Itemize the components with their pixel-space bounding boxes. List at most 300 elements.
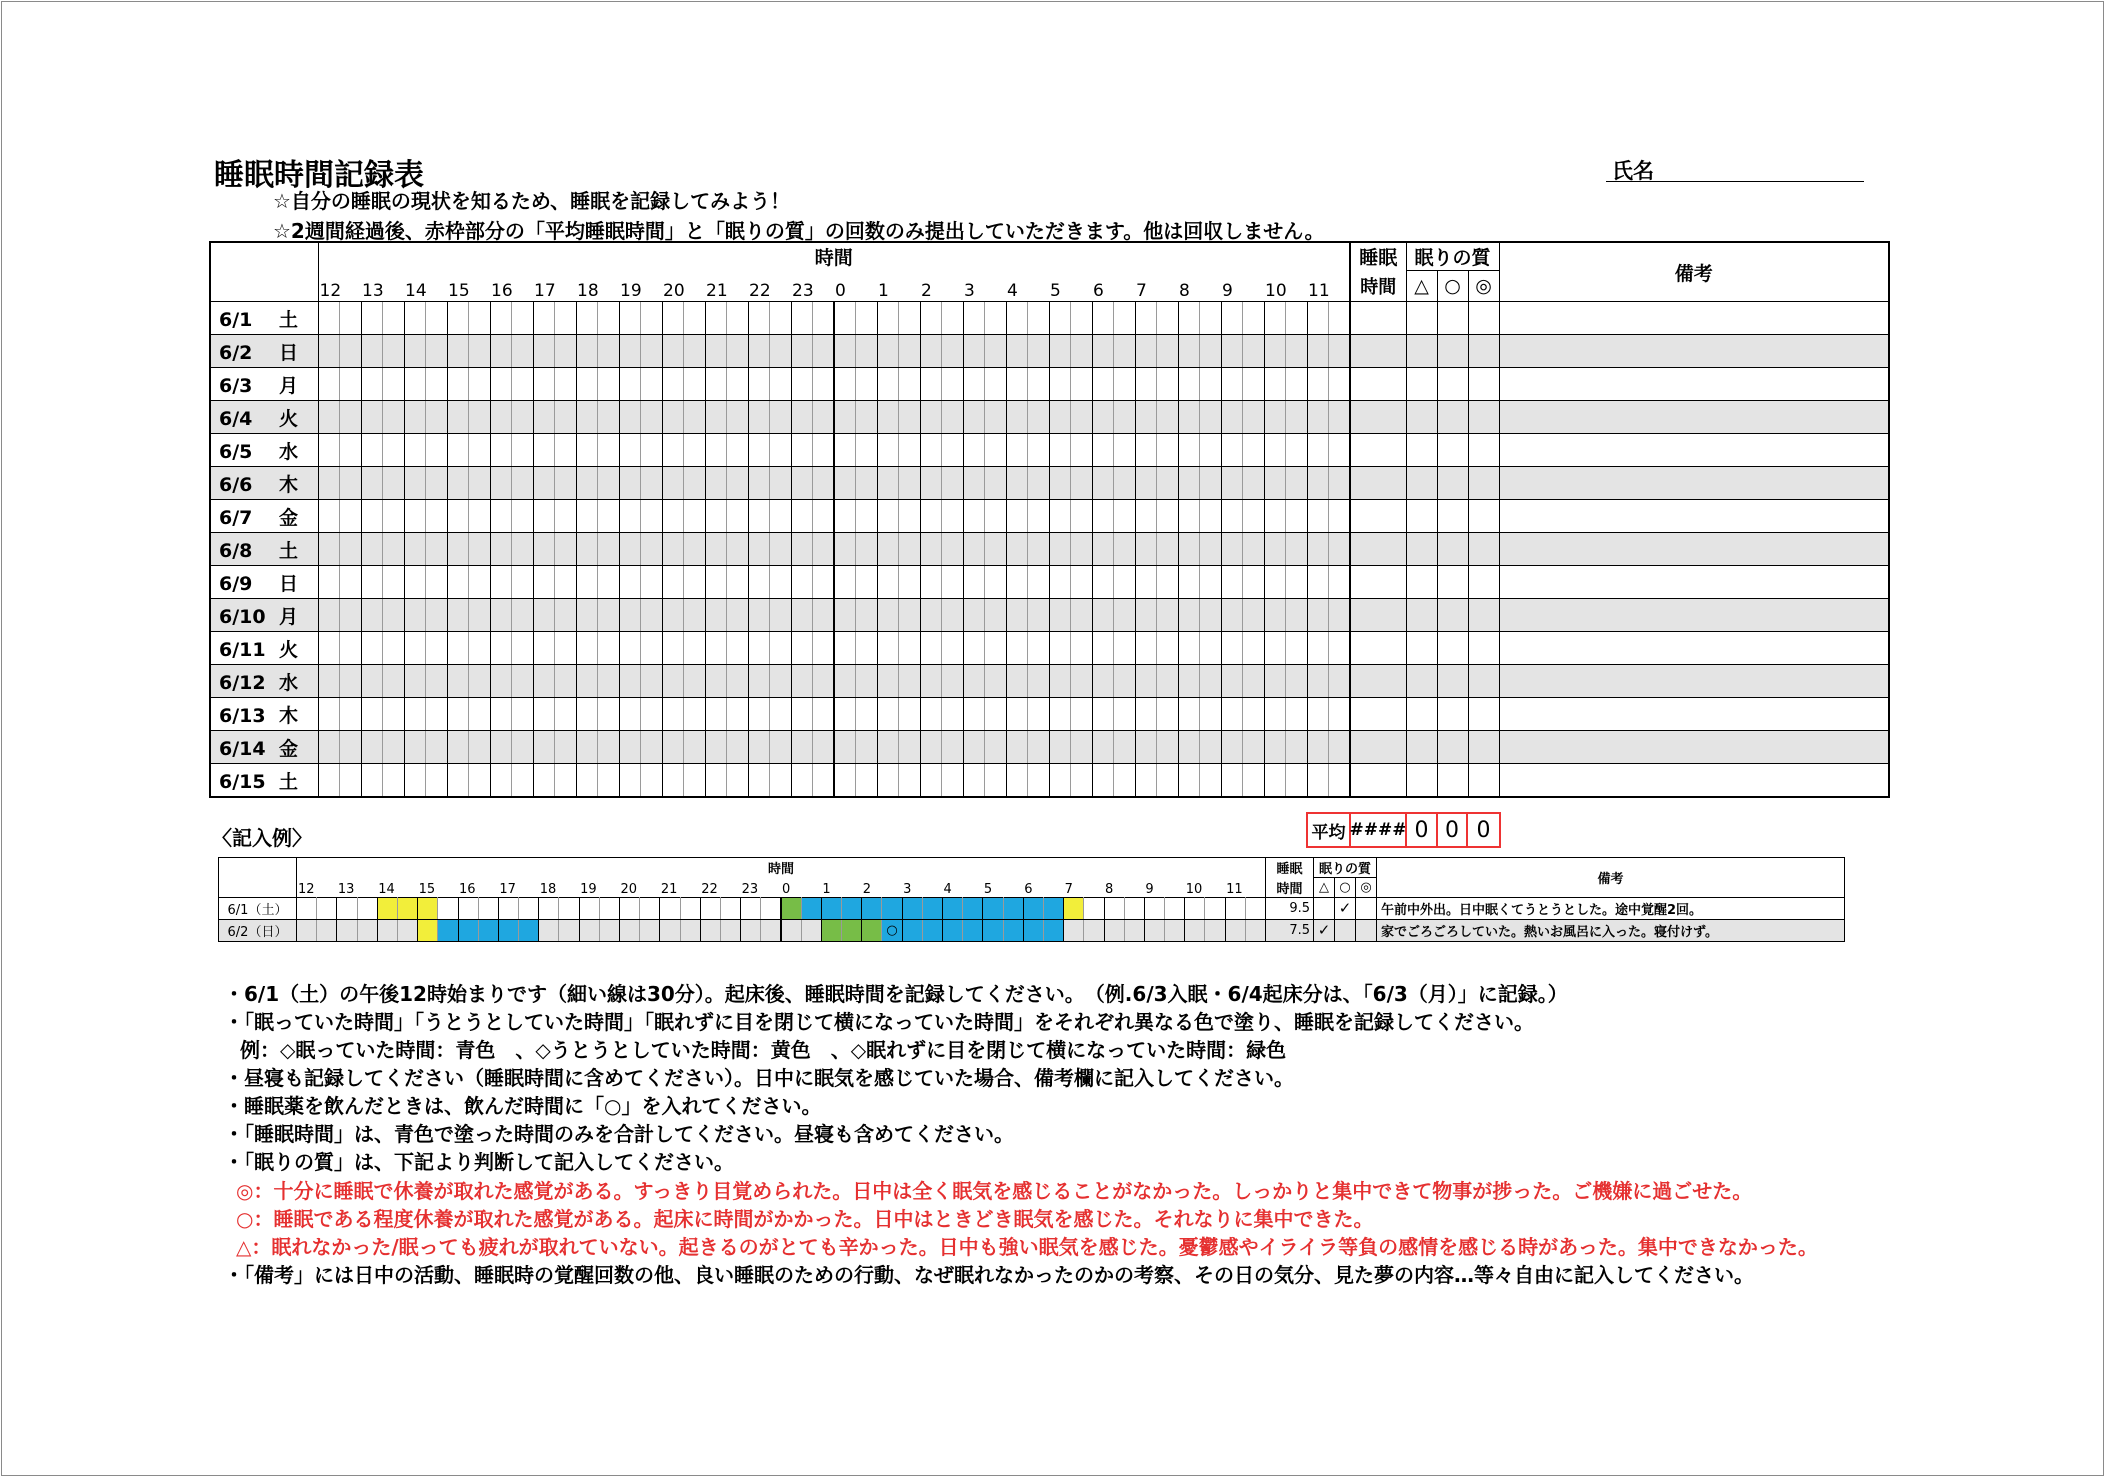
half-hour-cell[interactable] [598, 599, 620, 632]
half-hour-cell[interactable] [469, 566, 491, 599]
half-hour-cell[interactable] [318, 302, 340, 335]
half-hour-cell[interactable] [748, 500, 770, 533]
sleep-time-cell[interactable] [1350, 368, 1406, 401]
half-hour-cell[interactable] [920, 764, 942, 798]
half-hour-cell[interactable] [555, 764, 577, 798]
half-hour-cell[interactable] [490, 698, 512, 731]
half-hour-cell[interactable] [662, 434, 684, 467]
half-hour-cell[interactable] [1264, 566, 1286, 599]
half-hour-cell[interactable] [361, 764, 383, 798]
half-hour-cell[interactable] [619, 401, 641, 434]
half-hour-cell[interactable] [426, 731, 448, 764]
half-hour-cell[interactable] [361, 434, 383, 467]
half-hour-cell[interactable] [490, 764, 512, 798]
half-hour-cell[interactable] [1243, 500, 1265, 533]
half-hour-cell[interactable] [705, 467, 727, 500]
half-hour-cell[interactable] [576, 401, 598, 434]
half-hour-cell[interactable] [1006, 500, 1028, 533]
half-hour-cell[interactable] [1028, 566, 1050, 599]
half-hour-cell[interactable] [555, 335, 577, 368]
half-hour-cell[interactable] [1157, 731, 1179, 764]
half-hour-cell[interactable] [877, 467, 899, 500]
half-hour-cell[interactable] [791, 401, 813, 434]
half-hour-cell[interactable] [942, 434, 964, 467]
half-hour-cell[interactable] [469, 533, 491, 566]
half-hour-cell[interactable] [1006, 566, 1028, 599]
sleep-time-cell[interactable] [1350, 335, 1406, 368]
half-hour-cell[interactable] [1157, 632, 1179, 665]
half-hour-cell[interactable] [662, 599, 684, 632]
half-hour-cell[interactable] [662, 467, 684, 500]
half-hour-cell[interactable] [684, 764, 706, 798]
half-hour-cell[interactable] [1135, 401, 1157, 434]
half-hour-cell[interactable] [447, 665, 469, 698]
half-hour-cell[interactable] [383, 599, 405, 632]
half-hour-cell[interactable] [834, 566, 856, 599]
half-hour-cell[interactable] [1221, 731, 1243, 764]
quality-cell[interactable] [1468, 434, 1499, 467]
half-hour-cell[interactable] [877, 500, 899, 533]
half-hour-cell[interactable] [1307, 731, 1329, 764]
half-hour-cell[interactable] [1200, 764, 1222, 798]
remarks-cell[interactable] [1499, 764, 1889, 798]
half-hour-cell[interactable] [404, 665, 426, 698]
half-hour-cell[interactable] [598, 401, 620, 434]
sleep-time-cell[interactable] [1350, 599, 1406, 632]
half-hour-cell[interactable] [791, 731, 813, 764]
half-hour-cell[interactable] [684, 434, 706, 467]
half-hour-cell[interactable] [1200, 731, 1222, 764]
half-hour-cell[interactable] [1243, 467, 1265, 500]
half-hour-cell[interactable] [1006, 533, 1028, 566]
half-hour-cell[interactable] [1135, 632, 1157, 665]
half-hour-cell[interactable] [1307, 368, 1329, 401]
half-hour-cell[interactable] [1114, 632, 1136, 665]
half-hour-cell[interactable] [490, 401, 512, 434]
half-hour-cell[interactable] [705, 401, 727, 434]
half-hour-cell[interactable] [361, 335, 383, 368]
quality-cell[interactable] [1437, 698, 1468, 731]
half-hour-cell[interactable] [684, 302, 706, 335]
half-hour-cell[interactable] [985, 764, 1007, 798]
half-hour-cell[interactable] [877, 335, 899, 368]
half-hour-cell[interactable] [1092, 368, 1114, 401]
half-hour-cell[interactable] [856, 302, 878, 335]
quality-cell[interactable] [1468, 500, 1499, 533]
half-hour-cell[interactable] [1049, 632, 1071, 665]
half-hour-cell[interactable] [813, 533, 835, 566]
quality-cell[interactable] [1468, 698, 1499, 731]
half-hour-cell[interactable] [791, 632, 813, 665]
half-hour-cell[interactable] [340, 335, 362, 368]
half-hour-cell[interactable] [1178, 401, 1200, 434]
half-hour-cell[interactable] [920, 731, 942, 764]
remarks-cell[interactable] [1499, 335, 1889, 368]
half-hour-cell[interactable] [361, 665, 383, 698]
half-hour-cell[interactable] [1286, 533, 1308, 566]
half-hour-cell[interactable] [856, 401, 878, 434]
half-hour-cell[interactable] [1243, 335, 1265, 368]
half-hour-cell[interactable] [1071, 731, 1093, 764]
quality-cell[interactable] [1406, 566, 1437, 599]
half-hour-cell[interactable] [619, 302, 641, 335]
sleep-time-cell[interactable] [1350, 302, 1406, 335]
half-hour-cell[interactable] [555, 401, 577, 434]
half-hour-cell[interactable] [512, 698, 534, 731]
half-hour-cell[interactable] [641, 401, 663, 434]
half-hour-cell[interactable] [705, 335, 727, 368]
half-hour-cell[interactable] [340, 566, 362, 599]
sleep-time-cell[interactable] [1350, 764, 1406, 798]
half-hour-cell[interactable] [662, 401, 684, 434]
half-hour-cell[interactable] [598, 302, 620, 335]
half-hour-cell[interactable] [985, 368, 1007, 401]
sleep-time-cell[interactable] [1350, 665, 1406, 698]
half-hour-cell[interactable] [641, 533, 663, 566]
half-hour-cell[interactable] [1307, 467, 1329, 500]
half-hour-cell[interactable] [447, 632, 469, 665]
half-hour-cell[interactable] [1178, 665, 1200, 698]
half-hour-cell[interactable] [705, 599, 727, 632]
half-hour-cell[interactable] [469, 368, 491, 401]
quality-cell[interactable] [1437, 599, 1468, 632]
name-input-line[interactable] [1606, 181, 1864, 182]
half-hour-cell[interactable] [404, 467, 426, 500]
half-hour-cell[interactable] [1049, 533, 1071, 566]
half-hour-cell[interactable] [1264, 698, 1286, 731]
half-hour-cell[interactable] [1329, 632, 1351, 665]
half-hour-cell[interactable] [899, 764, 921, 798]
half-hour-cell[interactable] [985, 335, 1007, 368]
half-hour-cell[interactable] [1049, 764, 1071, 798]
half-hour-cell[interactable] [727, 731, 749, 764]
half-hour-cell[interactable] [985, 434, 1007, 467]
half-hour-cell[interactable] [985, 698, 1007, 731]
quality-cell[interactable] [1437, 665, 1468, 698]
half-hour-cell[interactable] [1006, 599, 1028, 632]
half-hour-cell[interactable] [920, 533, 942, 566]
half-hour-cell[interactable] [1028, 599, 1050, 632]
half-hour-cell[interactable] [576, 566, 598, 599]
half-hour-cell[interactable] [641, 500, 663, 533]
half-hour-cell[interactable] [856, 665, 878, 698]
half-hour-cell[interactable] [383, 467, 405, 500]
half-hour-cell[interactable] [877, 698, 899, 731]
half-hour-cell[interactable] [1200, 698, 1222, 731]
half-hour-cell[interactable] [920, 467, 942, 500]
quality-cell[interactable] [1468, 368, 1499, 401]
sleep-time-cell[interactable] [1350, 500, 1406, 533]
half-hour-cell[interactable] [1221, 665, 1243, 698]
half-hour-cell[interactable] [813, 731, 835, 764]
half-hour-cell[interactable] [791, 302, 813, 335]
half-hour-cell[interactable] [662, 533, 684, 566]
half-hour-cell[interactable] [705, 698, 727, 731]
half-hour-cell[interactable] [641, 665, 663, 698]
half-hour-cell[interactable] [1329, 665, 1351, 698]
half-hour-cell[interactable] [813, 467, 835, 500]
half-hour-cell[interactable] [1264, 401, 1286, 434]
half-hour-cell[interactable] [920, 434, 942, 467]
half-hour-cell[interactable] [1286, 599, 1308, 632]
half-hour-cell[interactable] [813, 335, 835, 368]
half-hour-cell[interactable] [447, 401, 469, 434]
half-hour-cell[interactable] [1307, 698, 1329, 731]
half-hour-cell[interactable] [598, 335, 620, 368]
half-hour-cell[interactable] [662, 665, 684, 698]
half-hour-cell[interactable] [727, 434, 749, 467]
half-hour-cell[interactable] [619, 599, 641, 632]
half-hour-cell[interactable] [748, 302, 770, 335]
half-hour-cell[interactable] [727, 566, 749, 599]
half-hour-cell[interactable] [1135, 467, 1157, 500]
half-hour-cell[interactable] [942, 500, 964, 533]
half-hour-cell[interactable] [748, 698, 770, 731]
half-hour-cell[interactable] [1049, 665, 1071, 698]
half-hour-cell[interactable] [555, 500, 577, 533]
half-hour-cell[interactable] [404, 335, 426, 368]
half-hour-cell[interactable] [920, 599, 942, 632]
half-hour-cell[interactable] [340, 401, 362, 434]
half-hour-cell[interactable] [619, 698, 641, 731]
half-hour-cell[interactable] [641, 368, 663, 401]
half-hour-cell[interactable] [1049, 731, 1071, 764]
half-hour-cell[interactable] [469, 764, 491, 798]
half-hour-cell[interactable] [662, 764, 684, 798]
half-hour-cell[interactable] [318, 434, 340, 467]
half-hour-cell[interactable] [641, 467, 663, 500]
half-hour-cell[interactable] [684, 599, 706, 632]
half-hour-cell[interactable] [1200, 665, 1222, 698]
half-hour-cell[interactable] [856, 599, 878, 632]
half-hour-cell[interactable] [404, 500, 426, 533]
half-hour-cell[interactable] [469, 335, 491, 368]
half-hour-cell[interactable] [1178, 467, 1200, 500]
half-hour-cell[interactable] [619, 566, 641, 599]
half-hour-cell[interactable] [555, 467, 577, 500]
half-hour-cell[interactable] [791, 665, 813, 698]
half-hour-cell[interactable] [1092, 566, 1114, 599]
half-hour-cell[interactable] [1135, 500, 1157, 533]
half-hour-cell[interactable] [340, 731, 362, 764]
half-hour-cell[interactable] [770, 467, 792, 500]
half-hour-cell[interactable] [963, 665, 985, 698]
half-hour-cell[interactable] [1243, 434, 1265, 467]
half-hour-cell[interactable] [641, 566, 663, 599]
half-hour-cell[interactable] [512, 335, 534, 368]
half-hour-cell[interactable] [318, 533, 340, 566]
half-hour-cell[interactable] [1264, 467, 1286, 500]
half-hour-cell[interactable] [770, 698, 792, 731]
half-hour-cell[interactable] [1329, 434, 1351, 467]
half-hour-cell[interactable] [1157, 698, 1179, 731]
half-hour-cell[interactable] [1049, 698, 1071, 731]
half-hour-cell[interactable] [1092, 401, 1114, 434]
half-hour-cell[interactable] [1286, 401, 1308, 434]
half-hour-cell[interactable] [791, 533, 813, 566]
half-hour-cell[interactable] [1114, 302, 1136, 335]
half-hour-cell[interactable] [834, 434, 856, 467]
half-hour-cell[interactable] [426, 698, 448, 731]
quality-cell[interactable] [1437, 434, 1468, 467]
half-hour-cell[interactable] [942, 632, 964, 665]
half-hour-cell[interactable] [1329, 566, 1351, 599]
half-hour-cell[interactable] [318, 368, 340, 401]
half-hour-cell[interactable] [963, 698, 985, 731]
half-hour-cell[interactable] [985, 599, 1007, 632]
half-hour-cell[interactable] [576, 368, 598, 401]
half-hour-cell[interactable] [404, 764, 426, 798]
half-hour-cell[interactable] [340, 368, 362, 401]
half-hour-cell[interactable] [1071, 500, 1093, 533]
half-hour-cell[interactable] [1286, 500, 1308, 533]
half-hour-cell[interactable] [748, 335, 770, 368]
half-hour-cell[interactable] [1071, 434, 1093, 467]
half-hour-cell[interactable] [555, 302, 577, 335]
half-hour-cell[interactable] [1286, 764, 1308, 798]
half-hour-cell[interactable] [598, 368, 620, 401]
half-hour-cell[interactable] [1286, 467, 1308, 500]
half-hour-cell[interactable] [469, 302, 491, 335]
half-hour-cell[interactable] [920, 500, 942, 533]
half-hour-cell[interactable] [340, 434, 362, 467]
half-hour-cell[interactable] [770, 500, 792, 533]
half-hour-cell[interactable] [684, 731, 706, 764]
quality-cell[interactable] [1468, 335, 1499, 368]
half-hour-cell[interactable] [920, 698, 942, 731]
half-hour-cell[interactable] [963, 731, 985, 764]
half-hour-cell[interactable] [1092, 302, 1114, 335]
half-hour-cell[interactable] [1243, 731, 1265, 764]
half-hour-cell[interactable] [684, 500, 706, 533]
half-hour-cell[interactable] [1028, 335, 1050, 368]
sleep-time-cell[interactable] [1350, 731, 1406, 764]
half-hour-cell[interactable] [834, 632, 856, 665]
half-hour-cell[interactable] [1157, 500, 1179, 533]
half-hour-cell[interactable] [985, 302, 1007, 335]
half-hour-cell[interactable] [383, 665, 405, 698]
half-hour-cell[interactable] [1006, 335, 1028, 368]
half-hour-cell[interactable] [1264, 434, 1286, 467]
half-hour-cell[interactable] [748, 632, 770, 665]
half-hour-cell[interactable] [877, 665, 899, 698]
half-hour-cell[interactable] [1049, 434, 1071, 467]
half-hour-cell[interactable] [684, 698, 706, 731]
half-hour-cell[interactable] [791, 500, 813, 533]
half-hour-cell[interactable] [963, 434, 985, 467]
half-hour-cell[interactable] [1307, 500, 1329, 533]
half-hour-cell[interactable] [963, 302, 985, 335]
half-hour-cell[interactable] [662, 698, 684, 731]
half-hour-cell[interactable] [920, 632, 942, 665]
half-hour-cell[interactable] [1329, 368, 1351, 401]
half-hour-cell[interactable] [383, 401, 405, 434]
half-hour-cell[interactable] [340, 533, 362, 566]
half-hour-cell[interactable] [318, 500, 340, 533]
sleep-time-cell[interactable] [1350, 467, 1406, 500]
half-hour-cell[interactable] [533, 401, 555, 434]
half-hour-cell[interactable] [1049, 500, 1071, 533]
half-hour-cell[interactable] [920, 665, 942, 698]
half-hour-cell[interactable] [641, 599, 663, 632]
half-hour-cell[interactable] [856, 731, 878, 764]
half-hour-cell[interactable] [447, 302, 469, 335]
quality-cell[interactable] [1406, 401, 1437, 434]
remarks-cell[interactable] [1499, 731, 1889, 764]
half-hour-cell[interactable] [1286, 566, 1308, 599]
half-hour-cell[interactable] [1200, 302, 1222, 335]
half-hour-cell[interactable] [1221, 698, 1243, 731]
half-hour-cell[interactable] [361, 500, 383, 533]
half-hour-cell[interactable] [963, 599, 985, 632]
half-hour-cell[interactable] [490, 599, 512, 632]
half-hour-cell[interactable] [899, 335, 921, 368]
half-hour-cell[interactable] [748, 467, 770, 500]
half-hour-cell[interactable] [1243, 401, 1265, 434]
half-hour-cell[interactable] [1135, 566, 1157, 599]
quality-cell[interactable] [1406, 467, 1437, 500]
half-hour-cell[interactable] [1221, 434, 1243, 467]
half-hour-cell[interactable] [641, 302, 663, 335]
half-hour-cell[interactable] [1006, 698, 1028, 731]
half-hour-cell[interactable] [576, 500, 598, 533]
half-hour-cell[interactable] [963, 467, 985, 500]
half-hour-cell[interactable] [641, 698, 663, 731]
half-hour-cell[interactable] [684, 566, 706, 599]
half-hour-cell[interactable] [404, 434, 426, 467]
half-hour-cell[interactable] [1264, 665, 1286, 698]
half-hour-cell[interactable] [533, 599, 555, 632]
quality-cell[interactable] [1468, 401, 1499, 434]
half-hour-cell[interactable] [1157, 599, 1179, 632]
quality-cell[interactable] [1406, 665, 1437, 698]
half-hour-cell[interactable] [426, 302, 448, 335]
half-hour-cell[interactable] [1178, 368, 1200, 401]
half-hour-cell[interactable] [318, 467, 340, 500]
half-hour-cell[interactable] [1200, 599, 1222, 632]
sleep-time-cell[interactable] [1350, 533, 1406, 566]
half-hour-cell[interactable] [1092, 500, 1114, 533]
half-hour-cell[interactable] [899, 599, 921, 632]
half-hour-cell[interactable] [576, 533, 598, 566]
half-hour-cell[interactable] [641, 731, 663, 764]
half-hour-cell[interactable] [426, 500, 448, 533]
half-hour-cell[interactable] [1329, 467, 1351, 500]
half-hour-cell[interactable] [1307, 533, 1329, 566]
half-hour-cell[interactable] [383, 632, 405, 665]
half-hour-cell[interactable] [1028, 302, 1050, 335]
half-hour-cell[interactable] [1178, 764, 1200, 798]
half-hour-cell[interactable] [469, 599, 491, 632]
half-hour-cell[interactable] [533, 566, 555, 599]
half-hour-cell[interactable] [1286, 632, 1308, 665]
half-hour-cell[interactable] [576, 434, 598, 467]
half-hour-cell[interactable] [1221, 368, 1243, 401]
half-hour-cell[interactable] [1329, 698, 1351, 731]
half-hour-cell[interactable] [899, 434, 921, 467]
half-hour-cell[interactable] [1071, 302, 1093, 335]
half-hour-cell[interactable] [791, 764, 813, 798]
half-hour-cell[interactable] [1028, 632, 1050, 665]
half-hour-cell[interactable] [1200, 500, 1222, 533]
half-hour-cell[interactable] [748, 665, 770, 698]
half-hour-cell[interactable] [512, 467, 534, 500]
half-hour-cell[interactable] [404, 731, 426, 764]
half-hour-cell[interactable] [1071, 566, 1093, 599]
half-hour-cell[interactable] [1071, 665, 1093, 698]
half-hour-cell[interactable] [490, 500, 512, 533]
half-hour-cell[interactable] [383, 434, 405, 467]
